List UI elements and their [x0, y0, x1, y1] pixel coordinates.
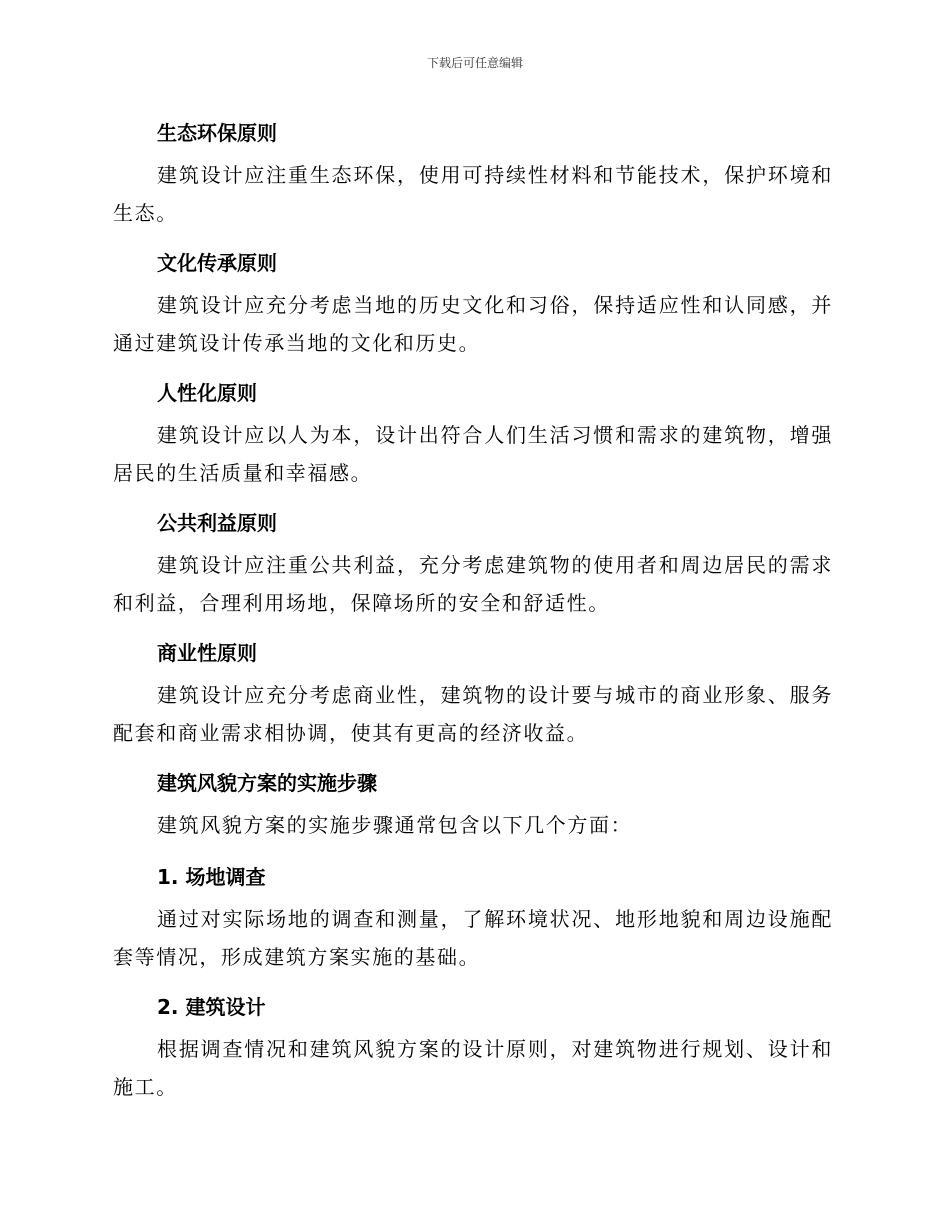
section-heading-implementation: 建筑风貌方案的实施步骤 [157, 771, 377, 795]
page-header: 下载后可任意编辑 [426, 56, 523, 70]
section-heading-ecology: 生态环保原则 [157, 121, 277, 145]
paragraph-site-survey: 通过对实际场地的调查和测量，了解环境状况、地形地貌和周边设施配套等情况，形成建筑方案实施的基础。 [113, 907, 833, 969]
paragraph-public-interest: 建筑设计应注重公共利益，充分考虑建筑物的使用者和周边居民的需求和利益，合理利用场地，保障场所的安全和舒适性。 [113, 553, 833, 615]
section-heading-architectural-design: 2. 建筑设计 [157, 995, 266, 1019]
paragraph-culture: 建筑设计应充分考虑当地的历史文化和习俗，保持适应性和认同感，并通过建筑设计传承当地的文化和历史。 [113, 293, 833, 355]
document-body [113, 110, 833, 1114]
section-heading-public-interest: 公共利益原则 [157, 511, 277, 535]
section-heading-commercial: 商业性原则 [157, 641, 257, 665]
paragraph-humanization: 建筑设计应以人为本，设计出符合人们生活习惯和需求的建筑物，增强居民的生活质量和幸福感。 [113, 423, 833, 485]
paragraph-ecology: 建筑设计应注重生态环保，使用可持续性材料和节能技术，保护环境和生态。 [113, 163, 833, 225]
paragraph-implementation: 建筑风貌方案的实施步骤通常包含以下几个方面： [157, 813, 633, 837]
paragraph-commercial: 建筑设计应充分考虑商业性，建筑物的设计要与城市的商业形象、服务配套和商业需求相协调，使其有更高的经济收益。 [113, 683, 833, 745]
section-heading-culture: 文化传承原则 [157, 251, 277, 275]
section-heading-site-survey: 1. 场地调查 [157, 865, 266, 889]
paragraph-architectural-design: 根据调查情况和建筑风貌方案的设计原则，对建筑物进行规划、设计和施工。 [113, 1037, 833, 1099]
section-heading-humanization: 人性化原则 [157, 381, 257, 405]
